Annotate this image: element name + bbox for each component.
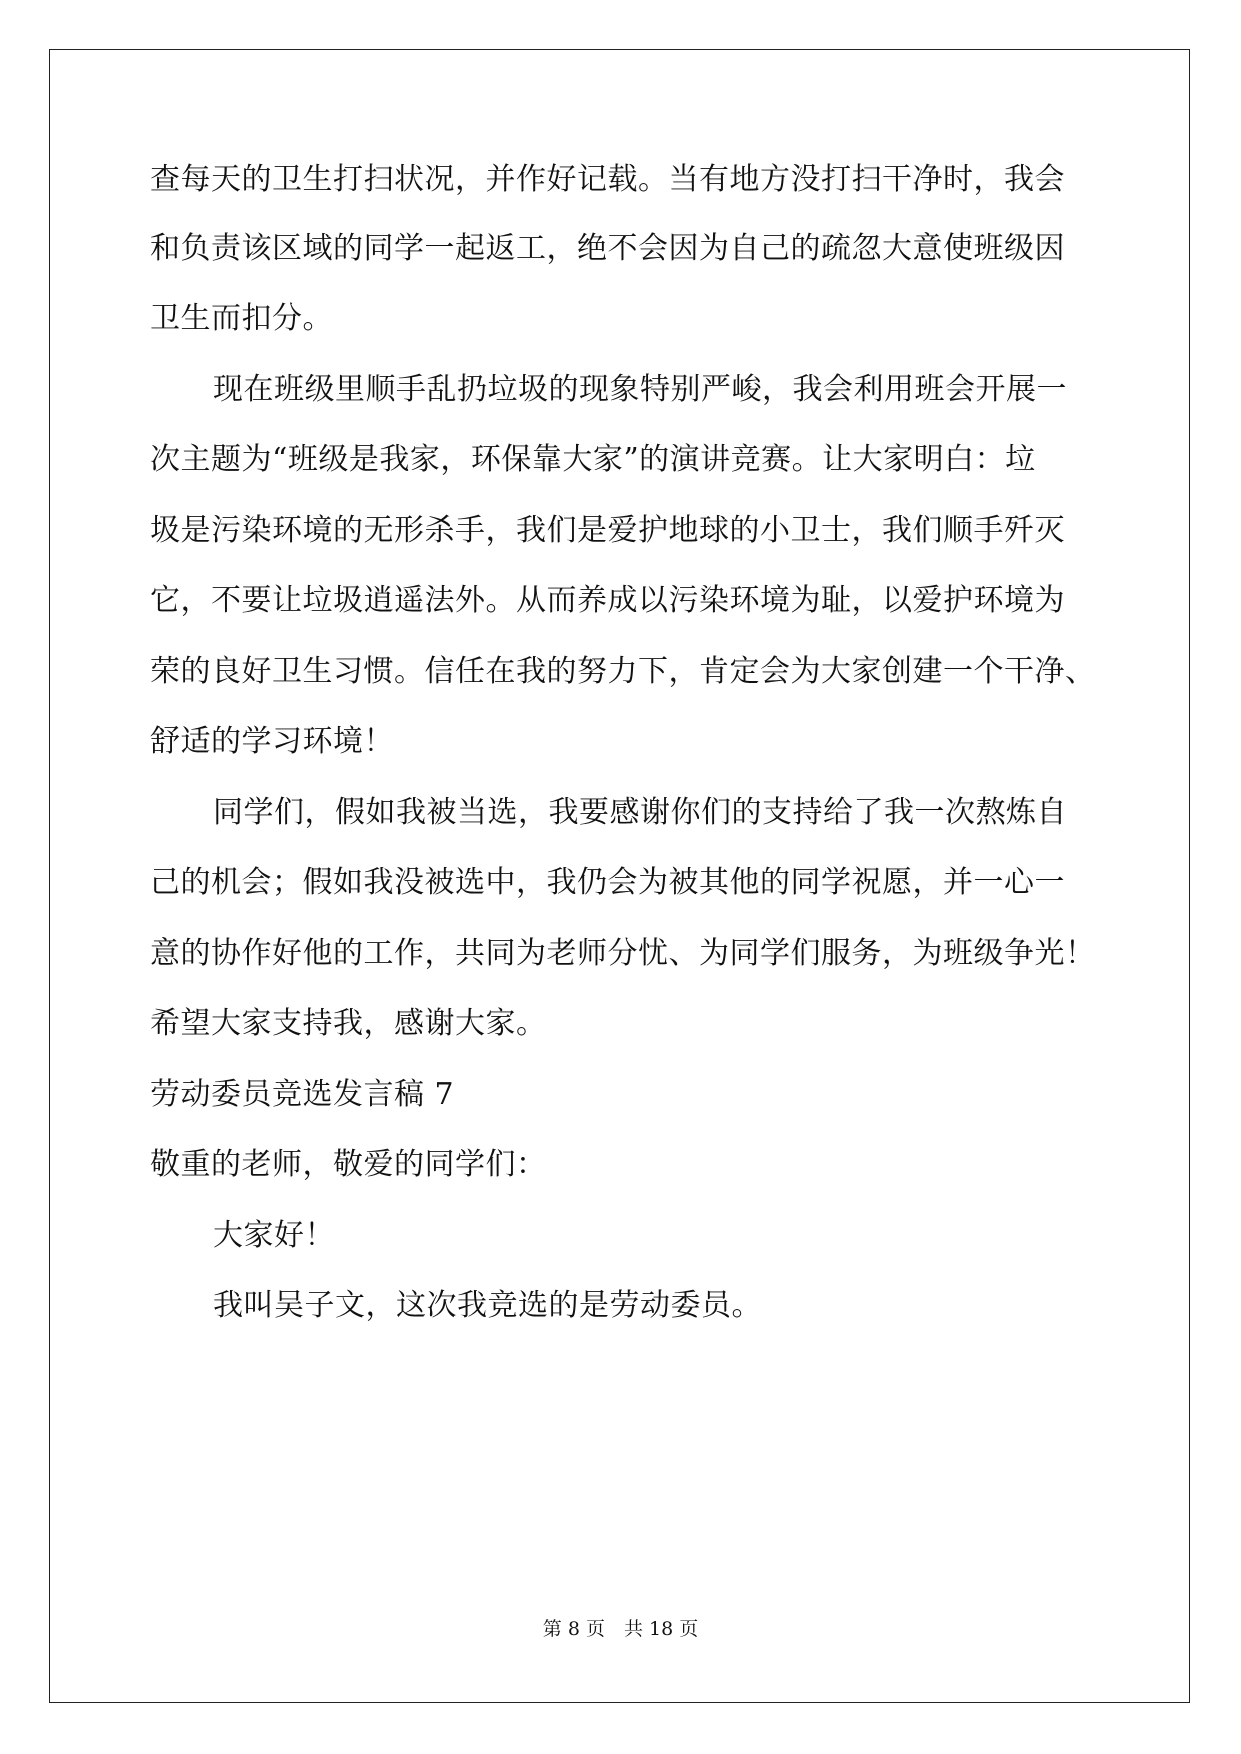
text-line: 希望大家支持我，感谢大家。 (150, 1006, 547, 1041)
text-line: 舒适的学习环境！ (150, 724, 394, 759)
salutation: 敬重的老师，敬爱的同学们： (150, 1147, 547, 1182)
text-line: 卫生而扣分。 (150, 301, 333, 336)
greeting: 大家好！ (213, 1218, 335, 1253)
text-line: 意的协作好他的工作，共同为老师分忧、为同学们服务，为班级争光！ (150, 936, 1096, 971)
text-line: 己的机会；假如我没被选中，我仍会为被其他的同学祝愿，并一心一 (150, 865, 1065, 900)
text-line: 圾是污染环境的无形杀手，我们是爱护地球的小卫士，我们顺手歼灭 (150, 513, 1065, 548)
paragraph-start-line: 现在班级里顺手乱扔垃圾的现象特别严峻，我会利用班会开展一 (213, 372, 1067, 407)
page-number: 第 8 页 共 18 页 (542, 1618, 699, 1640)
text-line: 次主题为“班级是我家，环保靠大家”的演讲竞赛。让大家明白：垃 (150, 442, 1036, 477)
text-line: 荣的良好卫生习惯。信任在我的努力下，肯定会为大家创建一个干净、 (150, 654, 1096, 689)
text-line: 它，不要让垃圾逍遥法外。从而养成以污染环境为耻，以爱护环境为 (150, 583, 1065, 618)
paragraph-start-line: 同学们，假如我被当选，我要感谢你们的支持给了我一次熬炼自 (213, 795, 1067, 830)
text-line: 和负责该区域的同学一起返工，绝不会因为自己的疏忽大意使班级因 (150, 231, 1065, 266)
section-title: 劳动委员竞选发言稿 7 (150, 1077, 455, 1112)
text-line: 查每天的卫生打扫状况，并作好记载。当有地方没打扫干净时，我会 (150, 162, 1065, 197)
introduction-line: 我叫吴子文，这次我竞选的是劳动委员。 (213, 1288, 762, 1323)
